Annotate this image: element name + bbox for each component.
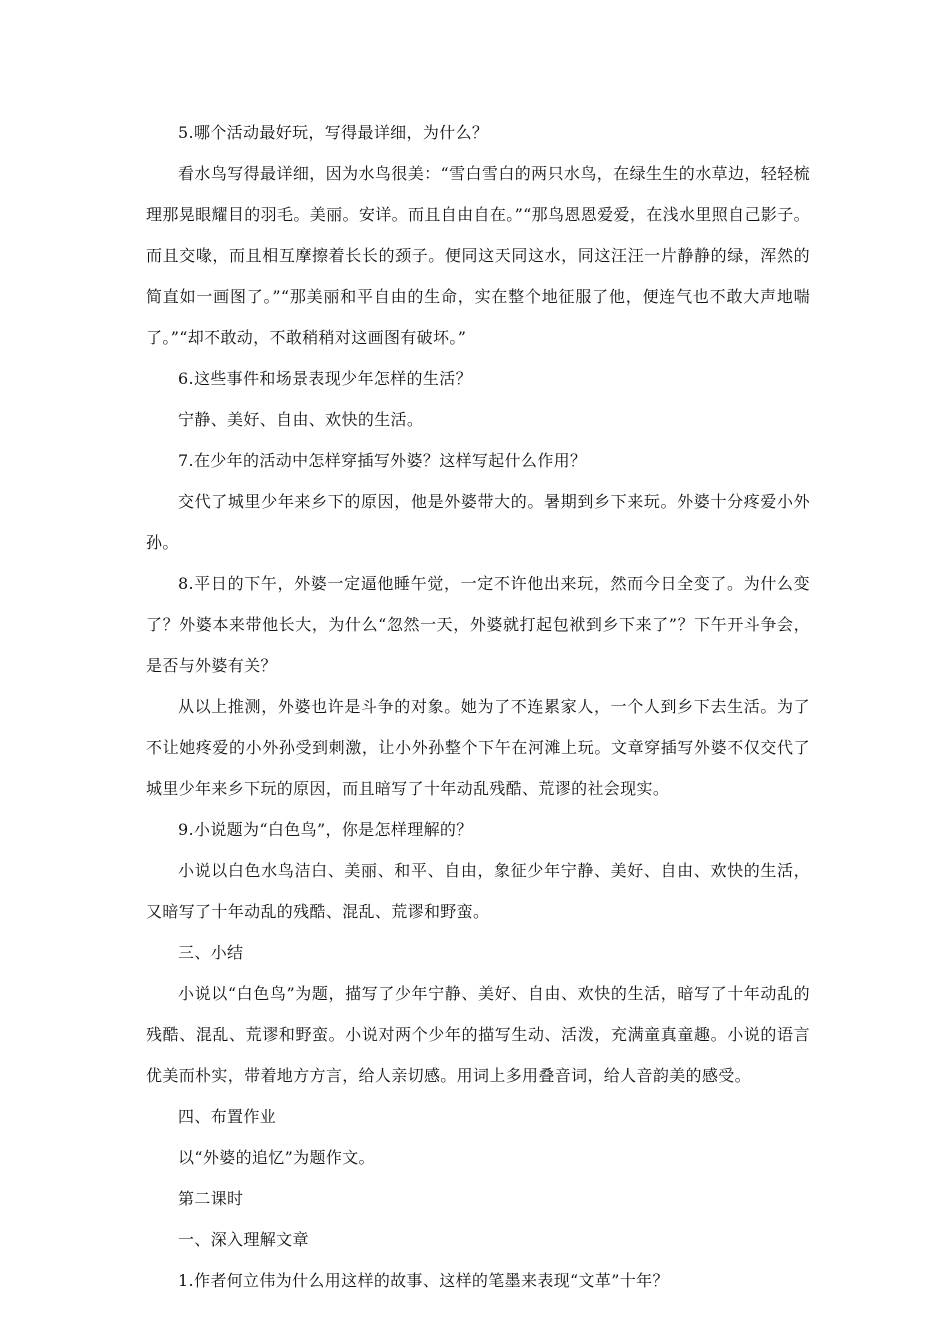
section-heading-understanding: 一、深入理解文章 (178, 1230, 309, 1249)
answer-8: 从以上推测，外婆也许是斗争的对象。她为了不连累家人，一个人到乡下去生活。为了不让她疼爱的小外孙受到刺激，让小外孙整个下午在河滩上玩。文章穿插写外婆不仅交代了城里少年来乡下玩的原因，而且暗写了十年动乱残酷、荒谬的社会现实。 (146, 697, 810, 798)
question-7: 7.在少年的活动中怎样穿插写外婆？这样写起什么作用？ (178, 451, 587, 470)
lesson-heading: 第二课时 (178, 1189, 244, 1208)
document-body (146, 112, 810, 1301)
answer-6: 宁静、美好、自由、欢快的生活。 (178, 410, 424, 429)
question-8: 8.平日的下午，外婆一定逼他睡午觉，一定不许他出来玩，然而今日全变了。为什么变了？外婆本来带他长大，为什么“忽然一天，外婆就打起包袱到乡下来了”？下午开斗争会，是否与外婆有关？ (146, 574, 810, 675)
question-1: 1.作者何立伟为什么用这样的故事、这样的笔墨来表现“文革”十年？ (178, 1271, 669, 1290)
homework-text: 以“外婆的追忆”为题作文。 (178, 1148, 375, 1167)
question-9: 9.小说题为“白色鸟”，你是怎样理解的？ (178, 820, 473, 839)
question-5: 5.哪个活动最好玩，写得最详细，为什么？ (178, 123, 489, 142)
answer-5: 看水鸟写得最详细，因为水鸟很美：“雪白雪白的两只水鸟，在绿生生的水草边，轻轻梳理那晃眼耀目的羽毛。美丽。安详。而且自由自在。”“那鸟恩恩爱爱，在浅水里照自己影子。而且交喙，而且相互摩擦着长长的颈子。便同这天同这水，同这汪汪一片静静的绿，浑然的简直如一画图了。”“那美丽和平自由的生命，实在整个地征服了他，便连气也不敢大声地喘了。”“却不敢动，不敢稍稍对这画图有破坏。” (146, 164, 810, 347)
section-heading-homework: 四、布置作业 (178, 1107, 277, 1126)
answer-7: 交代了城里少年来乡下的原因，他是外婆带大的。暑期到乡下来玩。外婆十分疼爱小外孙。 (146, 492, 810, 552)
answer-9: 小说以白色水鸟洁白、美丽、和平、自由，象征少年宁静、美好、自由、欢快的生活，又暗写了十年动乱的残酷、混乱、荒谬和野蛮。 (146, 861, 810, 921)
section-heading-summary: 三、小结 (178, 943, 244, 962)
question-6: 6.这些事件和场景表现少年怎样的生活？ (178, 369, 472, 388)
summary-text: 小说以“白色鸟”为题，描写了少年宁静、美好、自由、欢快的生活，暗写了十年动乱的残酷、混乱、荒谬和野蛮。小说对两个少年的描写生动、活泼，充满童真童趣。小说的语言优美而朴实，带着地方方言，给人亲切感。用词上多用叠音词，给人音韵美的感受。 (146, 984, 810, 1085)
